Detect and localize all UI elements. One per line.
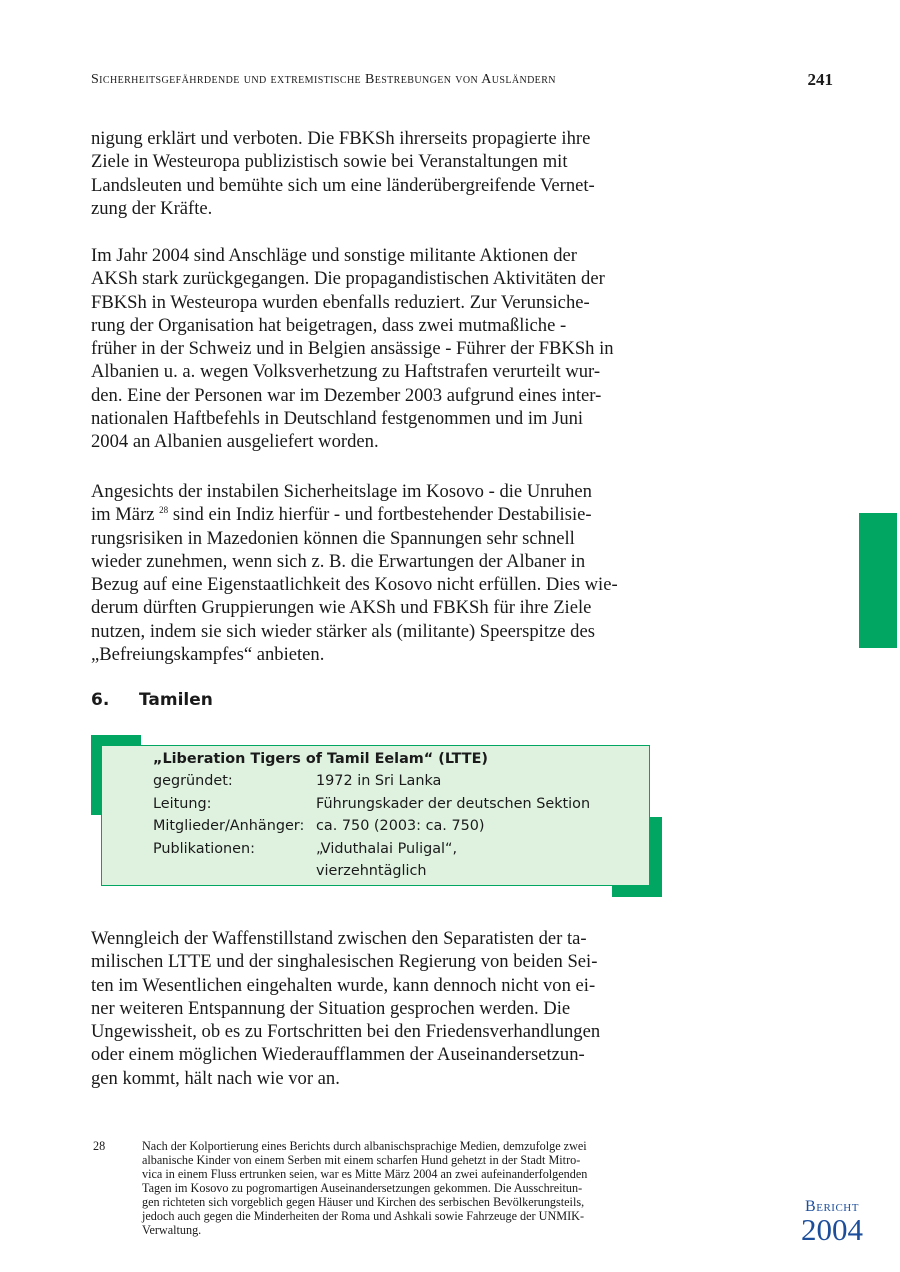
section-heading <box>91 690 213 710</box>
footnote-line: Nach der Kolportierung eines Berichts durch albanischsprachige Medien, demzufolge zwei <box>142 1139 587 1153</box>
info-box-content <box>153 748 590 882</box>
footnote-reference[interactable]: 28 <box>159 505 169 516</box>
text-line: Bezug auf eine Eigenstaatlichkeit des Kosovo nicht erfüllen. Dies wie- <box>91 574 618 596</box>
info-label: Mitglieder/Anhänger: <box>153 818 305 835</box>
text-line: Ziele in Westeuropa publizistisch sowie bei Veranstaltungen mit <box>91 151 568 173</box>
text-line: Ungewissheit, ob es zu Fortschritten bei den Friedensverhandlungen <box>91 1021 601 1043</box>
info-value: Führungskader der deutschen Sektion <box>316 795 591 812</box>
running-header-title: Sicherheitsgefährdende und extremistische Bestrebungen von Ausländern <box>91 72 556 87</box>
info-row <box>153 815 590 837</box>
footnote-line: Verwaltung. <box>142 1223 202 1237</box>
chapter-side-tab <box>859 513 897 648</box>
text-line: ner weiteren Entspannung der Situation gesprochen werden. Die <box>91 997 571 1019</box>
footnote-line: jedoch auch gegen die Minderheiten der Roma und Ashkali sowie Fahrzeuge der UNMIK- <box>142 1209 585 1223</box>
text-fragment: sind ein Indiz hierfür - und fortbestehender Destabilisie- <box>168 504 592 526</box>
section-number: 6. <box>91 690 110 710</box>
organization-info-box <box>101 745 650 886</box>
text-line: rung der Organisation hat beigetragen, dass zwei mutmaßliche - <box>91 314 567 336</box>
info-row <box>153 793 590 815</box>
report-logo <box>796 1198 868 1247</box>
info-value: 1972 in Sri Lanka <box>316 773 442 790</box>
running-header <box>91 70 833 94</box>
text-line: Albanien u. a. wegen Volksverhetzung zu Haftstrafen verurteilt wur- <box>91 361 601 383</box>
text-line: Im Jahr 2004 sind Anschläge und sonstige militante Aktionen der <box>91 245 577 266</box>
text-line: oder einem möglichen Wiederaufflammen der Auseinandersetzun- <box>91 1044 585 1066</box>
info-label: Publikationen: <box>153 840 255 857</box>
paragraph-2 <box>91 244 661 454</box>
text-line: gen kommt, hält nach wie vor an. <box>91 1067 340 1089</box>
text-line: wieder zunehmen, wenn sich z. B. die Erwartungen der Albaner in <box>91 550 586 572</box>
text-line <box>91 503 661 526</box>
footnote-line: Tagen im Kosovo zu pogromartigen Auseinandersetzungen gekommen. Die Ausschreitun- <box>142 1181 583 1195</box>
text-line: milischen LTTE und der singhalesischen Regierung von beiden Sei- <box>91 951 598 973</box>
text-line: rungsrisiken in Mazedonien können die Spannungen sehr schnell <box>91 527 575 549</box>
text-line: früher in der Schweiz und in Belgien ansässige - Führer der FBKSh in <box>91 338 614 360</box>
text-line: 2004 an Albanien ausgeliefert worden. <box>91 431 379 453</box>
paragraph-3 <box>91 480 661 666</box>
info-row <box>153 860 590 882</box>
info-value: vierzehntäglich <box>316 863 427 880</box>
footnote-line: albanische Kinder von einem Serben mit einem scharfen Hund gehetzt in der Stadt Mitro- <box>142 1153 581 1167</box>
text-line: zung der Kräfte. <box>91 197 213 219</box>
text-fragment: im März <box>91 504 155 526</box>
section-title: Tamilen <box>139 690 213 710</box>
report-logo-year: 2004 <box>801 1212 863 1247</box>
info-label: Leitung: <box>153 795 212 812</box>
footnote-line: vica in einem Fluss ertrunken seien, war es Mitte März 2004 an zwei aufeinanderfolgenden <box>142 1167 588 1181</box>
text-line: Landsleuten und bemühte sich um eine länderübergreifende Vernet- <box>91 174 595 196</box>
footnote-number: 28 <box>93 1139 106 1153</box>
info-label: gegründet: <box>153 773 233 790</box>
footnote-line: gen richteten sich vorgeblich gegen Häuser und Kirchen des serbischen Bevölkerungsteils, <box>142 1195 585 1209</box>
text-line: nutzen, indem sie sich wieder stärker als (militante) Speerspitze des <box>91 620 595 642</box>
report-logo-word: Bericht <box>805 1198 859 1215</box>
info-value: „Viduthalai Puligal“, <box>316 840 458 857</box>
footnote-text <box>142 1139 587 1237</box>
text-line: nationalen Haftbefehls in Deutschland festgenommen und im Juni <box>91 408 584 430</box>
text-line: AKSh stark zurückgegangen. Die propagandistischen Aktivitäten der <box>91 268 605 290</box>
page-number: 241 <box>807 70 833 89</box>
text-line: den. Eine der Personen war im Dezember 2003 aufgrund eines inter- <box>91 384 602 406</box>
info-label-empty <box>153 860 316 882</box>
info-row <box>153 770 590 792</box>
text-line: Wenngleich der Waffenstillstand zwischen den Separatisten der ta- <box>91 928 587 949</box>
organization-name: „Liberation Tigers of Tamil Eelam“ (LTTE) <box>153 751 488 767</box>
text-line: Angesichts der instabilen Sicherheitslage im Kosovo - die Unruhen <box>91 481 592 502</box>
paragraph-1 <box>91 127 661 220</box>
info-row <box>153 838 590 860</box>
paragraph-4 <box>91 927 661 1090</box>
info-value: ca. 750 (2003: ca. 750) <box>316 818 485 835</box>
text-line: ten im Wesentlichen eingehalten wurde, kann dennoch nicht von ei- <box>91 974 596 996</box>
text-line: „Befreiungskampfes“ anbieten. <box>91 644 325 666</box>
text-line: derum dürften Gruppierungen wie AKSh und FBKSh für ihre Ziele <box>91 597 592 619</box>
text-line: FBKSh in Westeuropa wurden ebenfalls reduziert. Zur Verunsiche- <box>91 291 590 313</box>
text-line: nigung erklärt und verboten. Die FBKSh ihrerseits propagierte ihre <box>91 128 591 149</box>
